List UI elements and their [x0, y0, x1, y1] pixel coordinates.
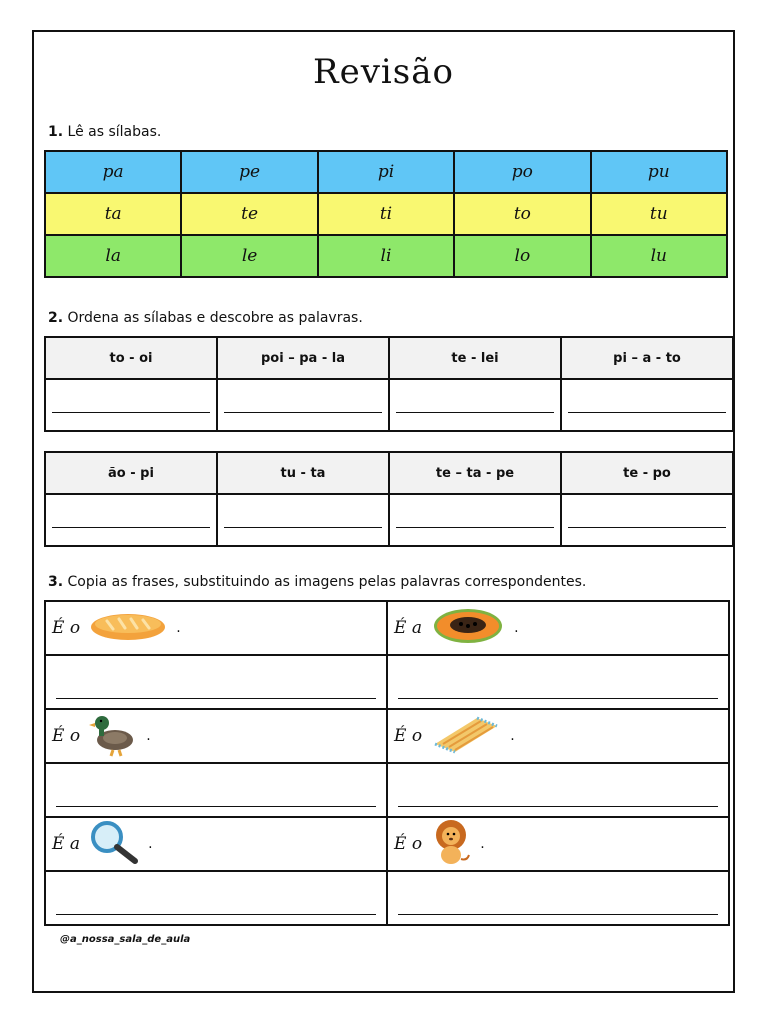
syllable-cell: lu [591, 235, 727, 277]
write-line[interactable] [56, 914, 376, 915]
write-line[interactable] [56, 806, 376, 807]
answer-line[interactable] [568, 527, 726, 528]
sentence-end: . [514, 620, 519, 636]
syllable-cell: te [181, 193, 317, 235]
section2-number: 2. [48, 310, 64, 326]
answer-line[interactable] [224, 527, 382, 528]
sentence-cell [45, 709, 387, 763]
sentence-end: . [480, 836, 485, 852]
answer-line[interactable] [396, 527, 554, 528]
answer-cell[interactable] [561, 379, 733, 431]
answer-cell[interactable] [217, 494, 389, 546]
write-line[interactable] [398, 806, 718, 807]
write-cell[interactable] [45, 763, 387, 817]
sentence-cell [387, 601, 729, 655]
answer-cell[interactable] [45, 494, 217, 546]
sentence-end: . [176, 620, 181, 636]
syllable-cell: ta [45, 193, 181, 235]
answer-line[interactable] [224, 412, 382, 413]
sentence-prefix: É o [394, 834, 423, 854]
page-title: Revisão [313, 52, 454, 92]
sentence-end: . [148, 836, 153, 852]
sentence-prefix: É o [52, 618, 81, 638]
sentence-table [44, 600, 730, 926]
sentence-prefix: É o [52, 726, 81, 746]
sentence-cell [45, 601, 387, 655]
answer-cell[interactable] [389, 379, 561, 431]
answer-line[interactable] [52, 527, 210, 528]
papaya-icon [431, 606, 505, 650]
answer-line[interactable] [568, 412, 726, 413]
syllable-row-yellow [45, 193, 727, 235]
section2-text: Ordena as sílabas e descobre as palavras. [67, 310, 363, 326]
write-cell[interactable] [45, 871, 387, 925]
answer-line[interactable] [396, 412, 554, 413]
sentence-prefix: É o [394, 726, 423, 746]
answer-cell[interactable] [45, 379, 217, 431]
section2-instruction [48, 310, 363, 326]
syllable-cell: pu [591, 151, 727, 193]
answer-cell[interactable] [561, 494, 733, 546]
syllable-cell: pa [45, 151, 181, 193]
write-cell[interactable] [387, 763, 729, 817]
syllable-cell: tu [591, 193, 727, 235]
section1-number: 1. [48, 124, 64, 140]
section3-text: Copia as frases, substituindo as imagens pelas palavras correspondentes. [67, 574, 587, 590]
answer-cell[interactable] [389, 494, 561, 546]
sentence-cell [387, 709, 729, 763]
write-cell[interactable] [45, 655, 387, 709]
sentence-end: . [146, 728, 151, 744]
answer-line[interactable] [52, 412, 210, 413]
syllable-cell: le [181, 235, 317, 277]
write-cell[interactable] [387, 871, 729, 925]
syllable-table [44, 150, 728, 278]
write-cell[interactable] [387, 655, 729, 709]
write-line[interactable] [398, 698, 718, 699]
scrambled-word: pi – a - to [561, 337, 733, 379]
syllable-row-blue [45, 151, 727, 193]
sentence-cell [387, 817, 729, 871]
scrambled-word: ão - pi [45, 452, 217, 494]
sentence-cell [45, 817, 387, 871]
syllable-cell: pe [181, 151, 317, 193]
syllable-cell: to [454, 193, 590, 235]
syllable-row-green [45, 235, 727, 277]
word-table-2 [44, 451, 734, 547]
duck-icon [89, 710, 137, 762]
write-line[interactable] [56, 698, 376, 699]
sentence-prefix: É a [52, 834, 80, 854]
lion-icon [431, 819, 471, 869]
word-table-1 [44, 336, 734, 432]
syllable-cell: li [318, 235, 454, 277]
magnifier-icon [89, 819, 139, 869]
scrambled-word: te - po [561, 452, 733, 494]
section1-instruction [48, 124, 161, 140]
syllable-cell: pi [318, 151, 454, 193]
bread-icon [89, 609, 167, 647]
scrambled-word: poi – pa - la [217, 337, 389, 379]
section1-text: Lê as sílabas. [67, 124, 162, 140]
sentence-prefix: É a [394, 618, 422, 638]
answer-cell[interactable] [217, 379, 389, 431]
syllable-cell: po [454, 151, 590, 193]
scrambled-word: to - oi [45, 337, 217, 379]
mat-icon [431, 714, 501, 758]
write-line[interactable] [398, 914, 718, 915]
section3-instruction [48, 574, 586, 590]
scrambled-word: te - lei [389, 337, 561, 379]
scrambled-word: te – ta - pe [389, 452, 561, 494]
scrambled-word: tu - ta [217, 452, 389, 494]
worksheet-page [32, 30, 735, 993]
sentence-end: . [510, 728, 515, 744]
credit-handle: @a_nossa_sala_de_aula [60, 934, 191, 945]
syllable-cell: ti [318, 193, 454, 235]
syllable-cell: lo [454, 235, 590, 277]
section3-number: 3. [48, 574, 64, 590]
syllable-cell: la [45, 235, 181, 277]
